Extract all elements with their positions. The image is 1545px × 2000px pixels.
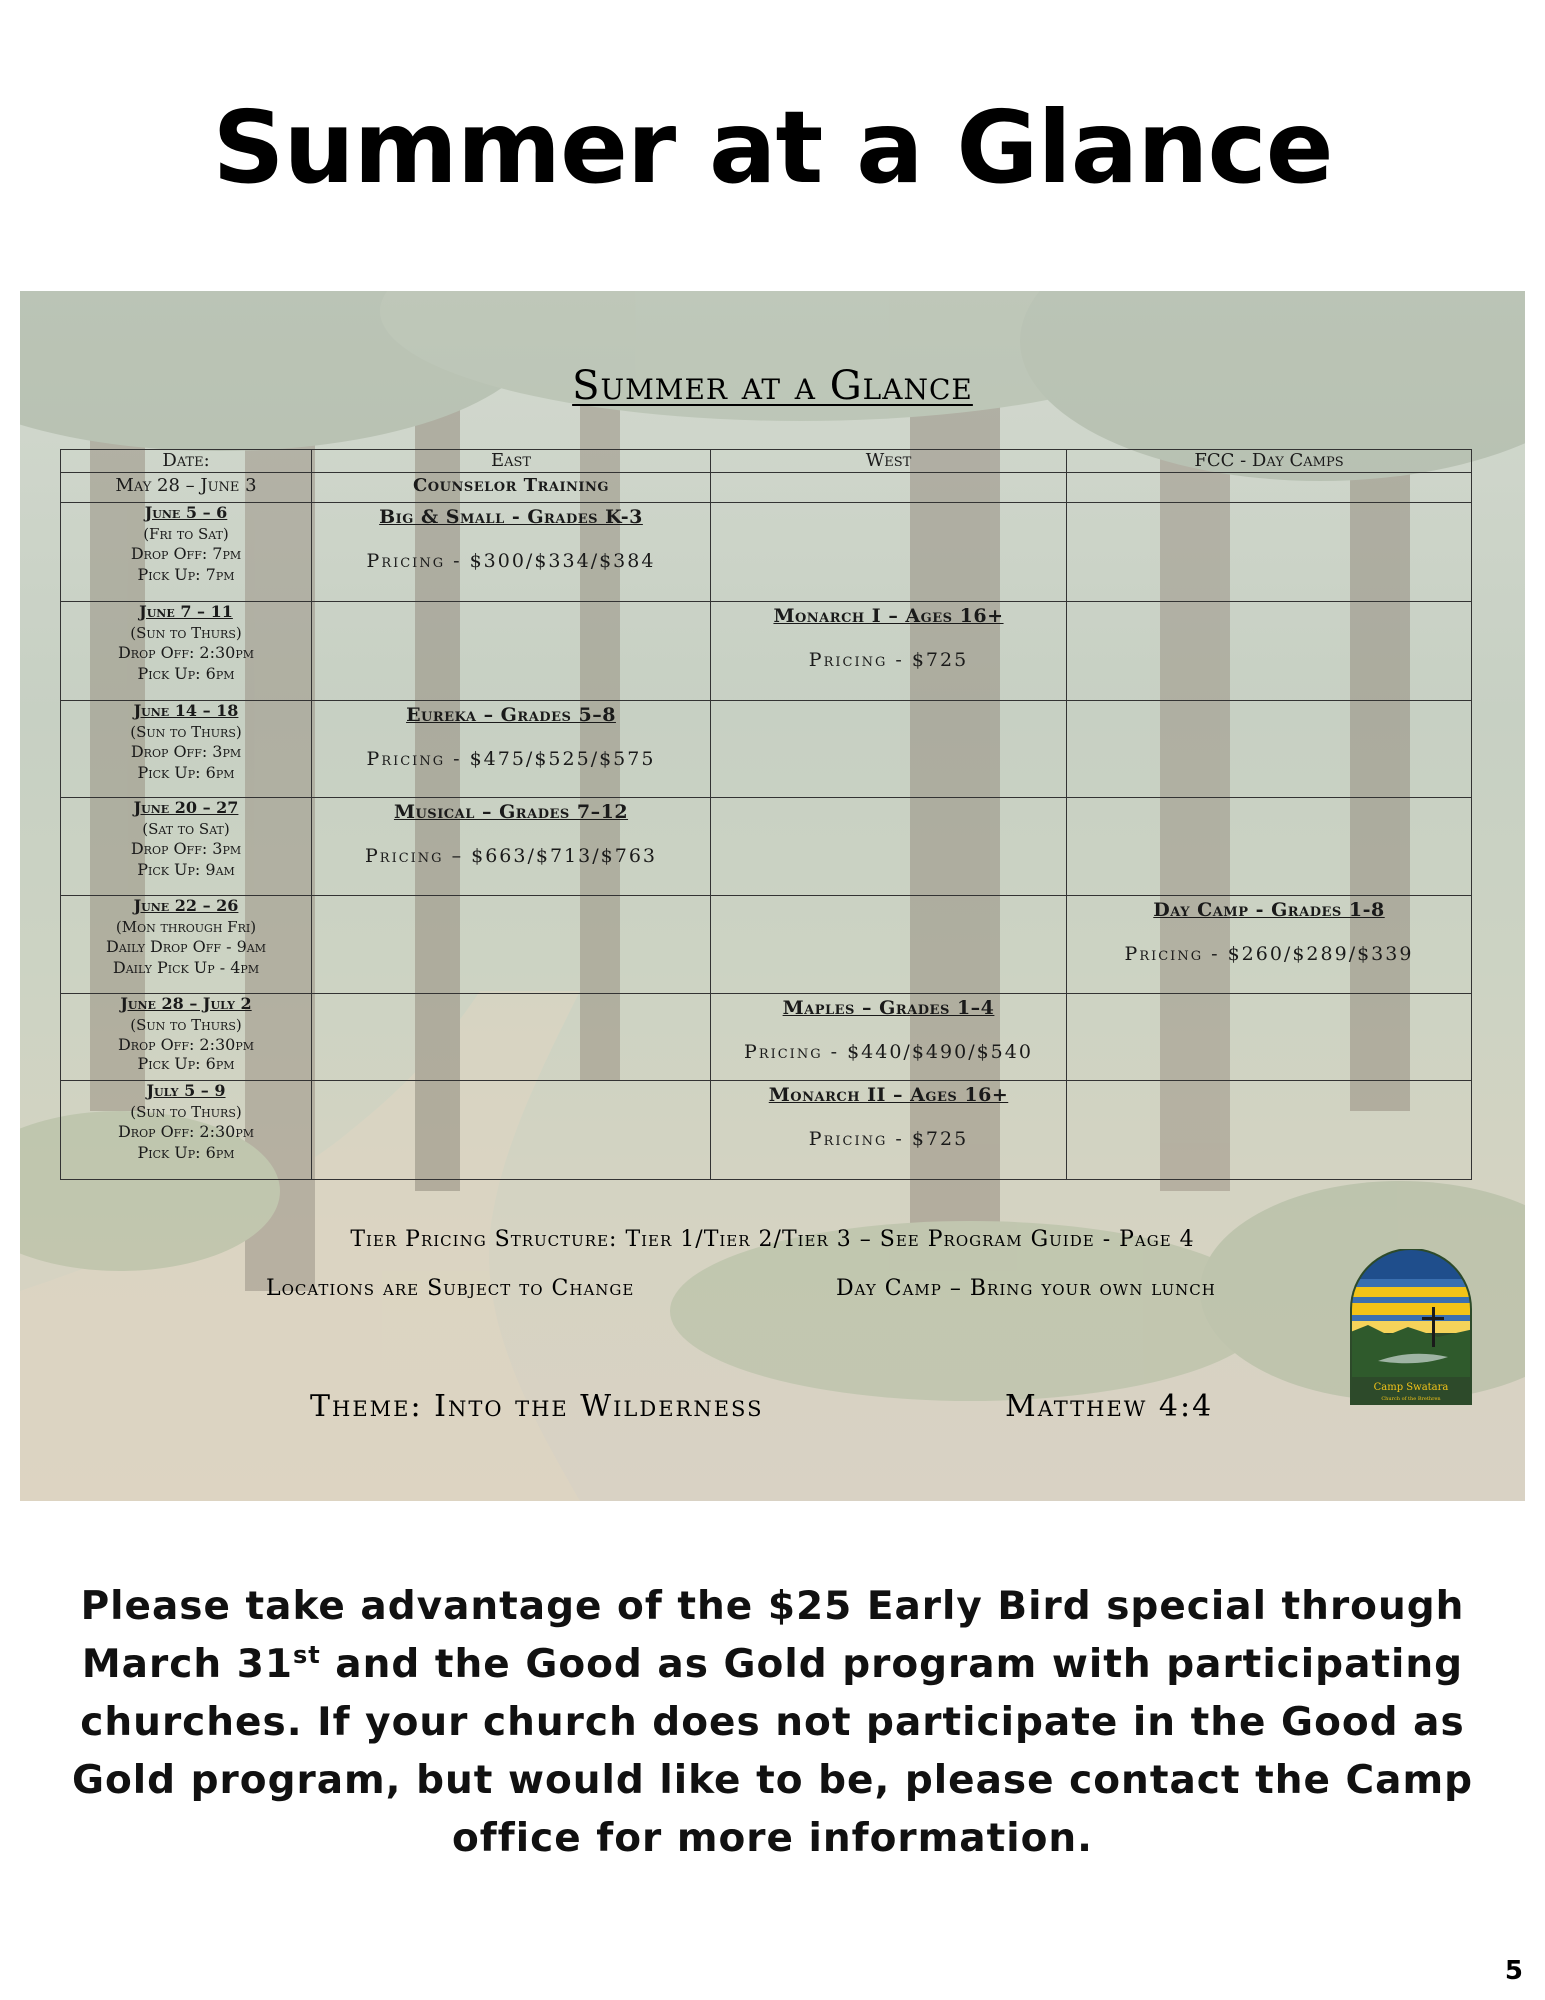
column-header-west: West bbox=[711, 450, 1067, 473]
page-number: 5 bbox=[1504, 1956, 1523, 1986]
date-cell bbox=[61, 503, 312, 602]
east-cell bbox=[312, 503, 711, 602]
locations-note: Locations are Subject to Change bbox=[266, 1276, 635, 1301]
drop-off-time: Daily Drop Off - 9am bbox=[105, 937, 267, 956]
pick-up-time: Daily Pick Up - 4pm bbox=[112, 957, 260, 977]
poster-title: Summer at a Glance bbox=[572, 363, 973, 409]
fcc-cell bbox=[1067, 602, 1472, 701]
verse-reference: Matthew 4:4 bbox=[1005, 1389, 1214, 1424]
west-cell bbox=[711, 1081, 1067, 1180]
east-cell bbox=[312, 798, 711, 896]
drop-off-time: Drop Off: 2:30pm bbox=[117, 1122, 255, 1141]
program-name: Monarch II – Ages 16+ bbox=[768, 1084, 1009, 1106]
west-cell bbox=[711, 994, 1067, 1081]
program-name: Big & Small - Grades K-3 bbox=[379, 506, 643, 528]
pick-up-time: Pick Up: 6pm bbox=[137, 762, 235, 782]
west-cell bbox=[711, 701, 1067, 798]
program-name: Counselor Training bbox=[412, 475, 610, 496]
east-cell bbox=[312, 701, 711, 798]
program-pricing: Pricing – $663/$713/$763 bbox=[365, 845, 657, 867]
date-range: June 14 – 18 bbox=[133, 701, 239, 720]
east-cell bbox=[312, 896, 711, 994]
date-cell bbox=[61, 798, 312, 896]
date-days: (Sun to Thurs) bbox=[130, 1102, 242, 1121]
program-pricing: Pricing - $260/$289/$339 bbox=[1124, 943, 1414, 965]
west-cell bbox=[711, 503, 1067, 602]
date-days: (Sun to Thurs) bbox=[130, 722, 242, 741]
table-row bbox=[61, 503, 1472, 602]
fcc-cell bbox=[1067, 701, 1472, 798]
fcc-cell bbox=[1067, 473, 1472, 503]
date-cell bbox=[61, 602, 312, 701]
logo-name: Camp Swatara bbox=[1373, 1382, 1449, 1393]
early-bird-note: Please take advantage of the $25 Early Bird special through March 31st and the Good as Gold program with participating churches. If your church does not participate in the Good as Gold program, but would like to be, please contact the Camp office for more information. bbox=[71, 1584, 1474, 1861]
drop-off-time: Drop Off: 2:30pm bbox=[117, 1035, 255, 1054]
east-cell bbox=[312, 994, 711, 1081]
program-name: Monarch I – Ages 16+ bbox=[773, 605, 1004, 627]
schedule-poster bbox=[20, 291, 1525, 1501]
date-range: June 20 – 27 bbox=[133, 798, 239, 817]
camp-swatara-logo bbox=[1348, 1249, 1474, 1405]
date-days: (Sun to Thurs) bbox=[130, 1015, 242, 1034]
date-cell bbox=[61, 896, 312, 994]
fcc-cell bbox=[1067, 1081, 1472, 1180]
pick-up-time: Pick Up: 6pm bbox=[137, 1142, 235, 1162]
table-header-row bbox=[61, 450, 1472, 473]
lunch-note: Day Camp – Bring your own lunch bbox=[836, 1276, 1216, 1301]
pick-up-time: Pick Up: 9am bbox=[137, 859, 235, 879]
drop-off-time: Drop Off: 2:30pm bbox=[117, 643, 255, 662]
table-row bbox=[61, 1081, 1472, 1180]
pick-up-time: Pick Up: 6pm bbox=[137, 663, 235, 683]
date-range: June 28 – July 2 bbox=[120, 994, 252, 1013]
date-range: June 5 – 6 bbox=[144, 503, 228, 522]
table-row bbox=[61, 896, 1472, 994]
date-range: June 7 – 11 bbox=[139, 602, 233, 621]
drop-off-time: Drop Off: 3pm bbox=[130, 742, 242, 761]
column-header-fcc: FCC - Day Camps bbox=[1067, 450, 1472, 473]
theme-text: Theme: Into the Wilderness bbox=[310, 1389, 764, 1424]
pick-up-time: Pick Up: 6pm bbox=[137, 1053, 235, 1073]
date-range: June 22 – 26 bbox=[133, 896, 239, 915]
date-range: May 28 – June 3 bbox=[115, 475, 257, 496]
table-row bbox=[61, 473, 1472, 503]
program-pricing: Pricing - $300/$334/$384 bbox=[366, 550, 656, 572]
west-cell bbox=[711, 473, 1067, 503]
date-range: July 5 – 9 bbox=[146, 1081, 226, 1100]
date-days: (Mon through Fri) bbox=[115, 917, 257, 936]
page-title: Summer at a Glance bbox=[212, 89, 1333, 206]
date-cell bbox=[61, 1081, 312, 1180]
program-pricing: Pricing - $725 bbox=[808, 1128, 969, 1150]
program-pricing: Pricing - $475/$525/$575 bbox=[366, 748, 656, 770]
program-name: Day Camp - Grades 1-8 bbox=[1153, 899, 1385, 921]
date-cell bbox=[61, 473, 312, 503]
program-name: Maples – Grades 1–4 bbox=[782, 997, 995, 1019]
table-row bbox=[61, 798, 1472, 896]
program-name: Eureka – Grades 5–8 bbox=[406, 704, 616, 726]
fcc-cell bbox=[1067, 503, 1472, 602]
fcc-cell bbox=[1067, 994, 1472, 1081]
date-cell bbox=[61, 994, 312, 1081]
program-pricing: Pricing - $440/$490/$540 bbox=[744, 1041, 1033, 1063]
table-row bbox=[61, 602, 1472, 701]
column-header-date: Date: bbox=[61, 450, 312, 473]
fcc-cell bbox=[1067, 896, 1472, 994]
logo-subtitle: Church of the Brethren bbox=[1381, 1396, 1441, 1402]
table-row bbox=[61, 994, 1472, 1081]
program-name: Musical – Grades 7–12 bbox=[393, 801, 629, 823]
tier-pricing-note: Tier Pricing Structure: Tier 1/Tier 2/Tier 3 – See Program Guide - Page 4 bbox=[350, 1227, 1195, 1252]
west-cell bbox=[711, 798, 1067, 896]
date-cell bbox=[61, 701, 312, 798]
schedule-table bbox=[60, 449, 1472, 1180]
fcc-cell bbox=[1067, 798, 1472, 896]
program-pricing: Pricing - $725 bbox=[808, 649, 969, 671]
drop-off-time: Drop Off: 3pm bbox=[130, 839, 242, 858]
column-header-east: East bbox=[312, 450, 711, 473]
east-cell bbox=[312, 1081, 711, 1180]
date-days: (Fri to Sat) bbox=[143, 524, 229, 543]
table-row bbox=[61, 701, 1472, 798]
west-cell bbox=[711, 896, 1067, 994]
drop-off-time: Drop Off: 7pm bbox=[130, 544, 242, 563]
pick-up-time: Pick Up: 7pm bbox=[137, 564, 235, 584]
east-cell bbox=[312, 473, 711, 503]
date-days: (Sat to Sat) bbox=[142, 819, 230, 838]
date-days: (Sun to Thurs) bbox=[130, 623, 242, 642]
west-cell bbox=[711, 602, 1067, 701]
east-cell bbox=[312, 602, 711, 701]
